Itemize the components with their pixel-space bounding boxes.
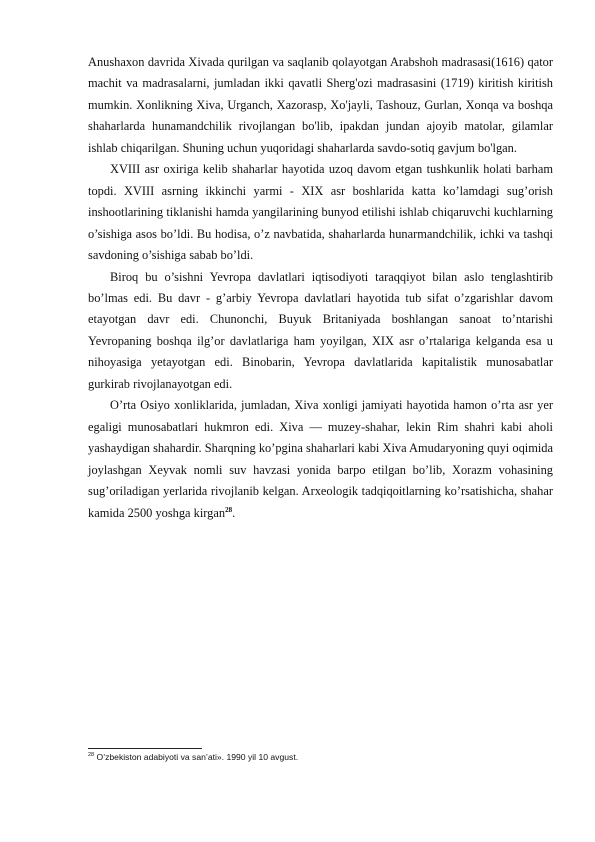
paragraph-4-end: .	[232, 505, 236, 520]
paragraph-4	[88, 395, 553, 524]
footnote-reference[interactable]: 28	[225, 505, 233, 514]
document-body	[88, 52, 553, 524]
footnote-text: O’zbekiston adabiyoti va san’ati». 1990 yil 10 avgust.	[96, 752, 299, 762]
paragraph-3: Biroq bu o’sishni Yevropa davlatlari iqtisodiyoti taraqqiyot bilan aslo tenglashtirib bo’lmas edi. Bu davr - g’arbiy Yevropa davlatlari hayotida tub sifat o’zgarishlar davom etayotgan davr edi. Chunonchi, Buyuk Britaniyada boshlangan sanoat to’ntarishi Yevropaning boshqa ilg’or davlatlariga ham yoyilgan, XIX asr o’rtalariga kelganda esa u nihoyasiga yetayotgan edi. Binobarin, Yevropa davlatlarida kapitalistik munosabatlar gurkirab rivojlanayotgan edi.	[88, 269, 553, 391]
footnote	[88, 751, 553, 763]
footnote-divider	[88, 748, 202, 749]
paragraph-4-text: O’rta Osiyo xonliklarida, jumladan, Xiva xonligi jamiyati hayotida hamon o’rta asr yer egaligi munosabatlari hukmron edi. Xiva — muzey-shahar, lekin Rim shahri kabi aholi yashaydigan shahardir. Sharqning ko’pgina shaharlari kabi Xiva Amudaryoning quyi oqimida joylashgan Xeyvak nomli suv havzasi yonida barpo etilgan bo’lib, Xorazm vohasining sug’oriladigan yerlarida rivojlanib kelgan. Arxeologik tadqiqoitlarning ko’rsatishicha, shahar kamida 2500 yoshga kirgan	[88, 398, 553, 520]
paragraph-1: Anushaxon davrida Xivada qurilgan va saqlanib qolayotgan Arabshoh madrasasi(1616) qator machit va madrasalarni, jumladan ikki qavatli Sherg'ozi madrasasini (1719) kiritish kiritish mumkin. Xonlikning Xiva, Urganch, Xazorasp, Xo'jayli, Tashouz, Gurlan, Xonqa va boshqa shaharlarda hunamandchilik rivojlangan bo'lib, ipakdan jundan ajoyib matolar, gilamlar ishlab chiqarilgan. Shuning uchun yuqoridagi shaharlarda savdo-sotiq gavjum bo'lgan.	[88, 55, 553, 155]
footnote-number: 28	[88, 752, 95, 759]
paragraph-2: XVIII asr oxiriga kelib shaharlar hayotida uzoq davom etgan tushkunlik holati barham topdi. XVIII asrning ikkinchi yarmi - XIX asr boshlarida katta ko’lamdagi sug’orish inshootlarining tiklanishi hamda yangilarining bunyod etilishi ishlab chiqaruvchi kuchlarning o’sishiga asos bo’ldi. Bu hodisa, o’z navbatida, shaharlarda hunarmandchilik, ichki va tashqi savdoning o’sishiga sabab bo’ldi.	[88, 162, 553, 263]
